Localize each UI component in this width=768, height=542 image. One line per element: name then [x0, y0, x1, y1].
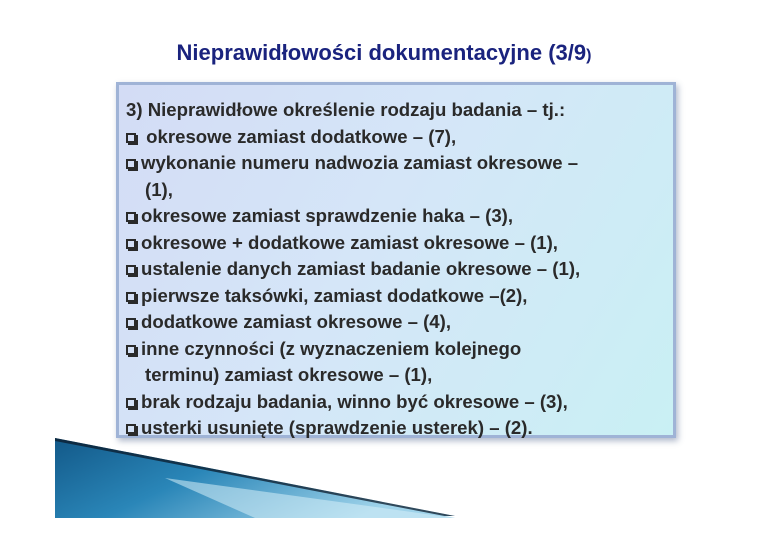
list-item: [126, 336, 667, 363]
checkbox-bullet-icon: [126, 256, 141, 283]
checkbox-bullet-icon: [126, 309, 141, 336]
slide-title: [0, 40, 768, 66]
list-item: [126, 150, 667, 177]
list-item-text: okresowe + dodatkowe zamiast okresowe – (1),: [141, 231, 558, 253]
list-item-text: wykonanie numeru nadwozia zamiast okresowe –: [141, 152, 579, 173]
checkbox-bullet-icon: [126, 230, 141, 257]
list-item-continuation: [126, 177, 667, 204]
list-item-text: dodatkowe zamiast okresowe – (4),: [141, 311, 451, 332]
list-item: [126, 203, 667, 230]
list-item: [126, 230, 667, 257]
list-item-text: inne czynności (z wyznaczeniem kolejnego: [141, 337, 522, 359]
list-item-text: usterki usunięte (sprawdzenie usterek) – (2).: [141, 417, 533, 438]
checkbox-bullet-icon: [126, 336, 141, 363]
list-item: [126, 389, 667, 416]
checkbox-bullet-icon: [126, 389, 141, 416]
list-item-text: ustalenie danych zamiast badanie okresowe – (1),: [141, 258, 581, 279]
decorative-swoosh: [55, 438, 455, 518]
list-item-text: okresowe zamiast sprawdzenie haka – (3),: [141, 205, 514, 226]
content-box: [116, 82, 676, 438]
list-item-text: okresowe zamiast dodatkowe – (7),: [141, 125, 457, 147]
checkbox-bullet-icon: [126, 150, 141, 177]
slide-title-paren: ): [586, 47, 592, 64]
list-item-continuation: [126, 362, 667, 389]
checkbox-bullet-icon: [126, 124, 141, 151]
list-item-text: (1),: [145, 178, 173, 200]
list-item: [126, 283, 667, 310]
list-item: [126, 309, 667, 336]
slide-title-text: Nieprawidłowości dokumentacyjne (3/9: [176, 40, 587, 65]
list-item: [126, 124, 667, 151]
list-item-text: terminu) zamiast okresowe – (1),: [145, 364, 433, 385]
checkbox-bullet-icon: [126, 283, 141, 310]
list-item: [126, 256, 667, 283]
box-heading: 3) Nieprawidłowe określenie rodzaju badania – tj.:: [126, 99, 566, 120]
list-item-text: brak rodzaju badania, winno być okresowe – (3),: [141, 390, 568, 412]
checkbox-bullet-icon: [126, 203, 141, 230]
list-item-text: pierwsze taksówki, zamiast dodatkowe –(2),: [141, 284, 528, 306]
